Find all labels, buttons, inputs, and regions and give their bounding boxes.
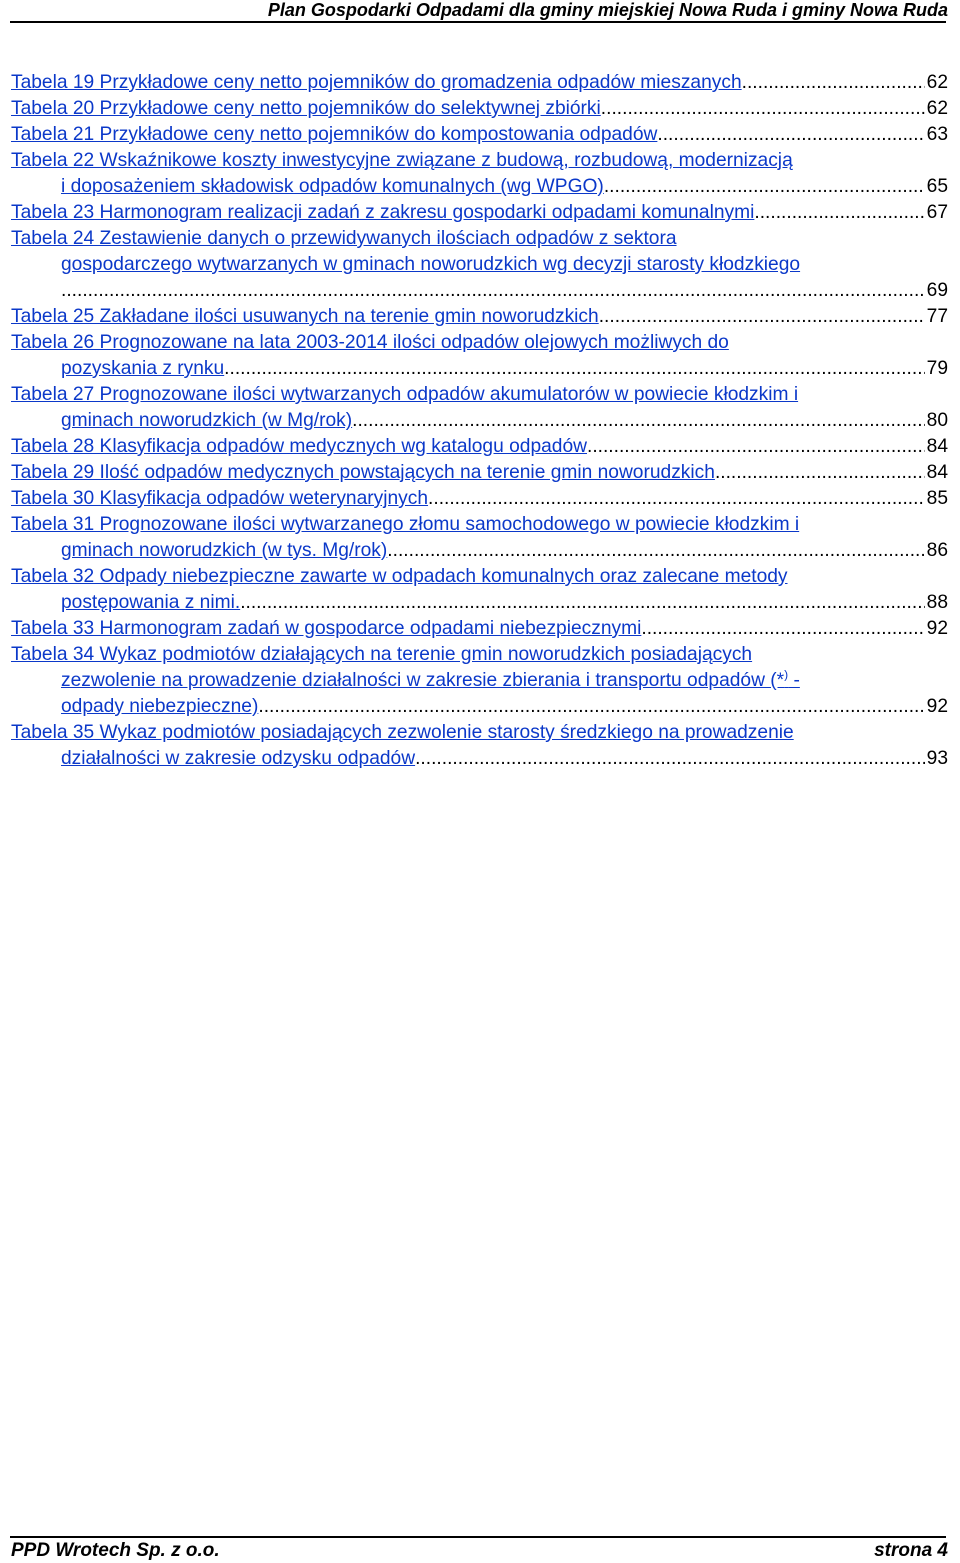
toc-entry-line xyxy=(11,538,948,564)
toc-dot-leader xyxy=(754,200,924,226)
toc-page-number[interactable]: 92 xyxy=(926,696,948,717)
footer-divider xyxy=(10,1536,946,1538)
toc-entry-line xyxy=(11,148,948,174)
toc-page-number[interactable]: 65 xyxy=(926,176,948,197)
toc-page-number[interactable]: 67 xyxy=(926,202,948,223)
toc-dot-leader xyxy=(742,70,925,96)
toc-entry-link[interactable]: Tabela 21 Przykładowe ceny netto pojemników do kompostowania odpadów xyxy=(11,124,658,145)
toc-dot-leader xyxy=(715,460,925,486)
toc-entry-link[interactable]: pozyskania z rynku xyxy=(61,358,225,379)
toc-page-number[interactable]: 85 xyxy=(926,488,948,509)
toc-entry-line xyxy=(11,720,948,746)
header-divider xyxy=(10,21,946,23)
toc-page-number[interactable]: 62 xyxy=(926,72,948,93)
toc-entry-link[interactable]: postępowania z nimi. xyxy=(61,592,241,613)
toc-entry[interactable] xyxy=(11,616,948,642)
toc-page-number[interactable]: 88 xyxy=(926,592,948,613)
toc-dot-leader xyxy=(352,408,925,434)
toc-entry-line xyxy=(11,382,948,408)
toc-entry-line xyxy=(11,746,948,772)
toc-page-number[interactable]: 77 xyxy=(926,306,948,327)
toc-entry-line xyxy=(11,252,948,278)
toc-dot-leader xyxy=(599,304,925,330)
toc-dot-leader xyxy=(587,434,925,460)
toc-entry-line xyxy=(11,642,948,668)
toc-page-number[interactable]: 80 xyxy=(926,410,948,431)
toc-dot-leader xyxy=(604,174,925,200)
toc-entry-line xyxy=(11,512,948,538)
toc-entry-link[interactable]: działalności w zakresie odzysku odpadów xyxy=(61,748,416,769)
toc-dot-leader xyxy=(657,122,924,148)
toc-entry-line xyxy=(11,616,948,642)
toc-entry-line xyxy=(11,564,948,590)
toc-entry[interactable] xyxy=(11,720,948,772)
toc-entry[interactable] xyxy=(11,460,948,486)
toc-page-number[interactable]: 86 xyxy=(926,540,948,561)
toc-entry-link[interactable]: gminach noworudzkich (w tys. Mg/rok) xyxy=(61,540,388,561)
toc-page-number[interactable]: 69 xyxy=(926,280,948,301)
toc-entry-line xyxy=(11,70,948,96)
toc-entry-link[interactable]: Tabela 23 Harmonogram realizacji zadań z zakresu gospodarki odpadami komunalnymi xyxy=(11,202,755,223)
toc-entry-line xyxy=(11,96,948,122)
toc-entry-link[interactable]: Tabela 35 Wykaz podmiotów posiadających zezwolenie starosty średzkiego na prowadzenie xyxy=(11,722,794,743)
toc-entry-link[interactable]: Tabela 22 Wskaźnikowe koszty inwestycyjne związane z budową, rozbudową, modernizacją xyxy=(11,150,793,171)
toc-entry-link[interactable]: Tabela 25 Zakładane ilości usuwanych na terenie gmin noworudzkich xyxy=(11,306,599,327)
toc-entry-line xyxy=(11,486,948,512)
toc-dot-leader xyxy=(641,616,924,642)
toc-entry[interactable] xyxy=(11,564,948,616)
toc-page-number[interactable]: 84 xyxy=(926,436,948,457)
toc-entry-line xyxy=(11,330,948,356)
toc-dot-leader xyxy=(387,538,924,564)
toc-entry-line xyxy=(11,122,948,148)
toc-entry-link[interactable]: gminach noworudzkich (w Mg/rok) xyxy=(61,410,353,431)
toc-page-number[interactable]: 93 xyxy=(926,748,948,769)
toc-entry-line xyxy=(11,668,948,694)
toc-entry-link[interactable]: Tabela 29 Ilość odpadów medycznych powstających na terenie gmin noworudzkich xyxy=(11,462,715,483)
toc-entry[interactable] xyxy=(11,304,948,330)
toc-entry-line xyxy=(11,434,948,460)
toc-entry-line xyxy=(11,226,948,252)
toc-entry[interactable] xyxy=(11,226,948,304)
toc-entry-line xyxy=(11,408,948,434)
toc-page-number[interactable]: 84 xyxy=(926,462,948,483)
toc-entry-link[interactable]: Tabela 28 Klasyfikacja odpadów medycznych wg katalogu odpadów xyxy=(11,436,587,457)
toc-entry-link[interactable]: Tabela 19 Przykładowe ceny netto pojemników do gromadzenia odpadów mieszanych xyxy=(11,72,742,93)
footer-company: PPD Wrotech Sp. z o.o. xyxy=(11,1540,220,1561)
toc-entry[interactable] xyxy=(11,434,948,460)
toc-entry-link[interactable]: Tabela 27 Prognozowane ilości wytwarzanych odpadów akumulatorów w powiecie kłodzkim i xyxy=(11,384,799,405)
toc-entry-link[interactable]: Tabela 20 Przykładowe ceny netto pojemników do selektywnej zbiórki xyxy=(11,98,601,119)
toc-entry-link[interactable]: Tabela 26 Prognozowane na lata 2003-2014 ilości odpadów olejowych możliwych do xyxy=(11,332,729,353)
toc-dot-leader xyxy=(224,356,924,382)
toc-entry-link[interactable]: zezwolenie na prowadzenie działalności w zakresie zbierania i transportu odpadów (*) - xyxy=(61,667,800,691)
toc-entry-link[interactable]: odpady niebezpieczne) xyxy=(61,696,259,717)
toc-entry-link[interactable]: Tabela 30 Klasyfikacja odpadów weterynaryjnych xyxy=(11,488,429,509)
toc-dot-leader xyxy=(415,746,925,772)
toc-entry[interactable] xyxy=(11,96,948,122)
toc-entry-link[interactable]: Tabela 31 Prognozowane ilości wytwarzanego złomu samochodowego w powiecie kłodzkim i xyxy=(11,514,800,535)
toc-entry[interactable] xyxy=(11,148,948,200)
toc-entry-line xyxy=(11,590,948,616)
toc-entry[interactable] xyxy=(11,486,948,512)
toc-entry-line xyxy=(11,460,948,486)
toc-entry-link[interactable]: i doposażeniem składowisk odpadów komunalnych (wg WPGO) xyxy=(61,176,604,197)
toc-entry-line xyxy=(11,694,948,720)
toc-entry-link[interactable]: Tabela 34 Wykaz podmiotów działających na terenie gmin noworudzkich posiadających xyxy=(11,644,753,665)
toc-entry[interactable] xyxy=(11,122,948,148)
toc-entry-line xyxy=(11,174,948,200)
toc-dot-leader xyxy=(258,694,924,720)
toc-entry[interactable] xyxy=(11,200,948,226)
toc-dot-leader xyxy=(240,590,924,616)
toc-entry-line xyxy=(11,278,948,304)
page-header: Plan Gospodarki Odpadami dla gminy miejskiej Nowa Ruda i gminy Nowa Ruda xyxy=(267,0,948,20)
toc-entry[interactable] xyxy=(11,330,948,382)
footer-page-number: strona 4 xyxy=(874,1540,948,1561)
toc-entry-link[interactable]: gospodarczego wytwarzanych w gminach noworudzkich wg decyzji starosty kłodzkiego xyxy=(61,254,801,275)
table-of-contents xyxy=(11,70,948,772)
toc-page-number[interactable]: 63 xyxy=(926,124,948,145)
toc-entry[interactable] xyxy=(11,642,948,720)
toc-page-number[interactable]: 79 xyxy=(926,358,948,379)
toc-entry-link[interactable]: Tabela 32 Odpady niebezpieczne zawarte w odpadach komunalnych oraz zalecane metody xyxy=(11,566,788,587)
toc-entry[interactable] xyxy=(11,382,948,434)
toc-entry[interactable] xyxy=(11,512,948,564)
toc-page-number[interactable]: 62 xyxy=(926,98,948,119)
toc-dot-leader xyxy=(428,486,925,512)
toc-dot-leader xyxy=(61,278,925,304)
toc-entry-line xyxy=(11,356,948,382)
toc-page-number[interactable]: 92 xyxy=(926,618,948,639)
toc-entry-link[interactable]: Tabela 33 Harmonogram zadań w gospodarce odpadami niebezpiecznymi xyxy=(11,618,642,639)
toc-dot-leader xyxy=(601,96,925,122)
toc-entry-link[interactable]: Tabela 24 Zestawienie danych o przewidywanych ilościach odpadów z sektora xyxy=(11,228,677,249)
toc-entry-line xyxy=(11,304,948,330)
toc-entry-line xyxy=(11,200,948,226)
toc-entry[interactable] xyxy=(11,70,948,96)
superscript-marker: ) xyxy=(784,667,789,682)
